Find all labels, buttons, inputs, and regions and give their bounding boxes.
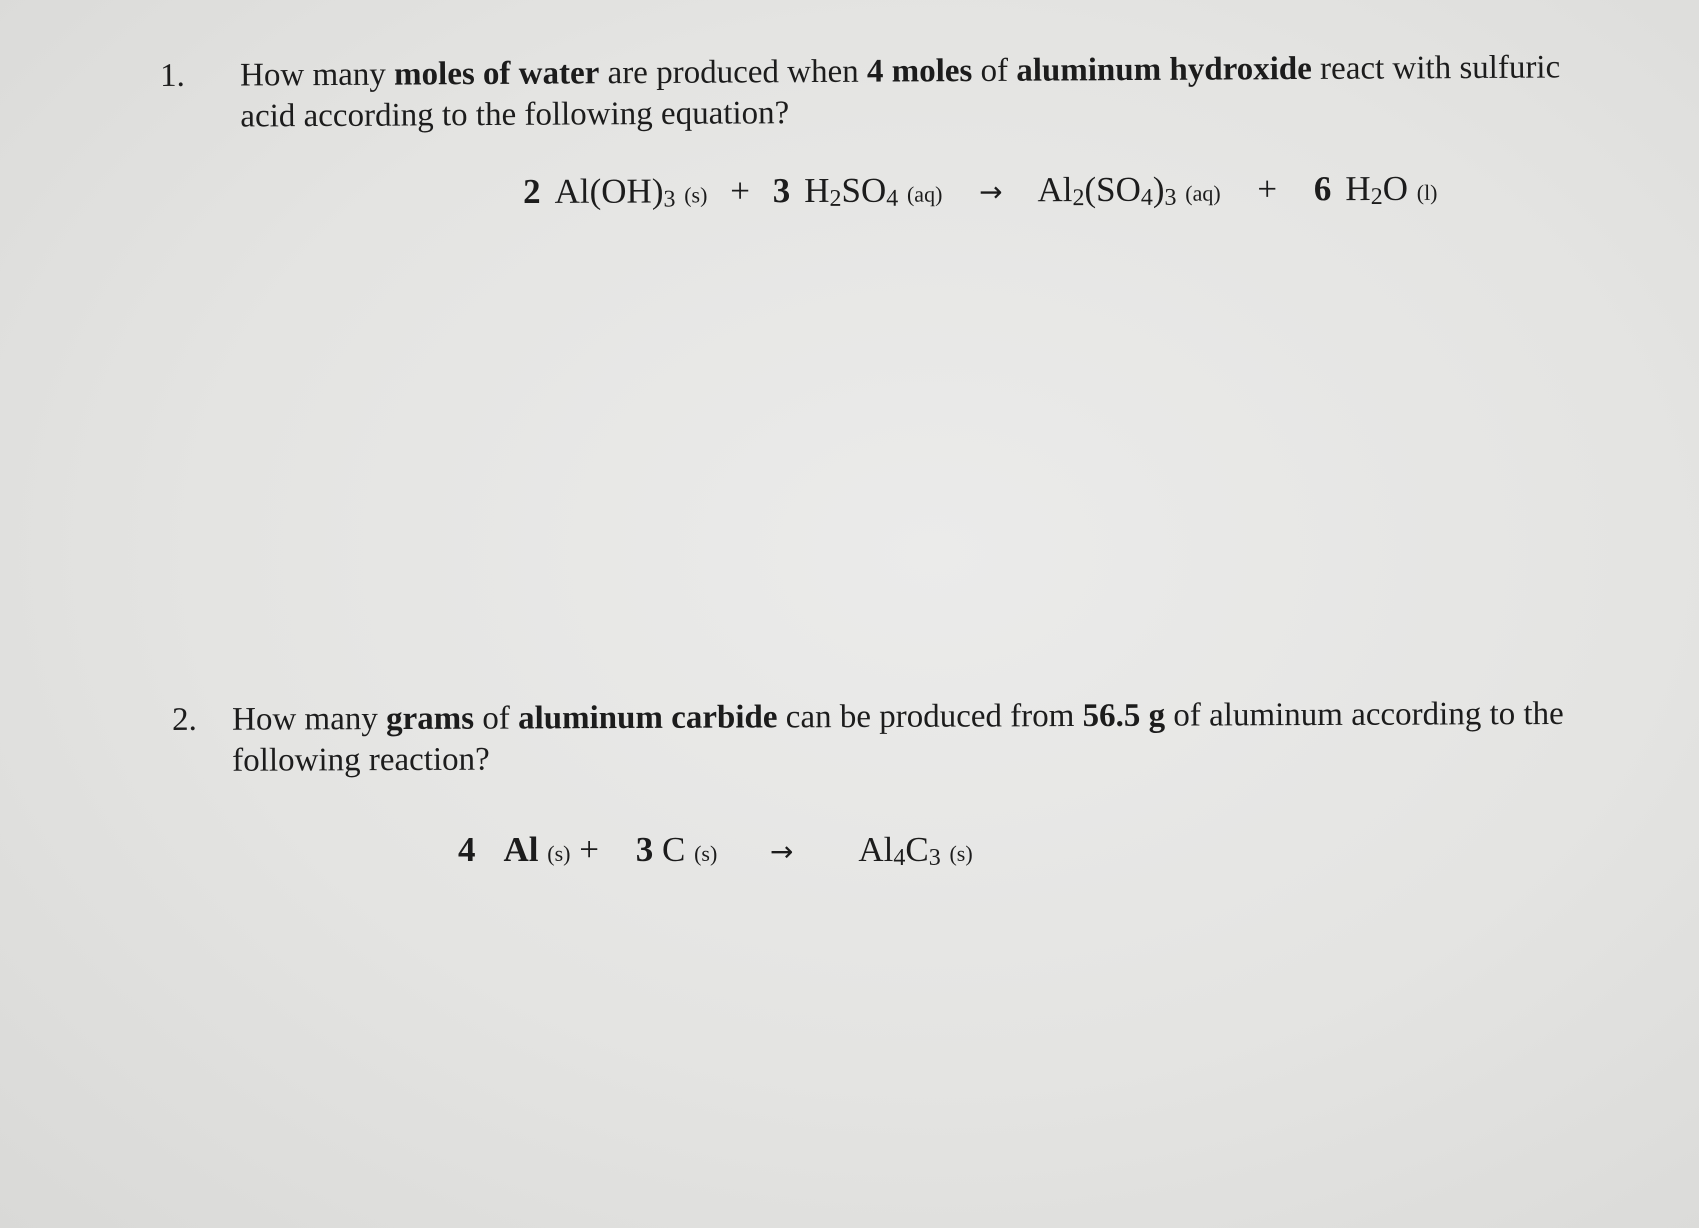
eq1-coefficient: 6	[1313, 169, 1332, 209]
question-1-text-part: of	[972, 52, 1017, 90]
question-1-text-part: moles of water	[393, 55, 600, 93]
equation-1	[523, 169, 1438, 214]
question-1-text-part: react with sulfuric acid according to the following equation?	[240, 49, 1561, 135]
eq2-state-label: (s)	[547, 841, 571, 866]
eq1-state-label: (aq)	[1185, 180, 1221, 206]
eq1-reactant-sulfuric-acid: $H_2SO_4$	[804, 170, 899, 212]
eq2-reactant-aluminum: Al	[503, 830, 539, 869]
eq1-reaction-arrow: →	[979, 175, 1003, 209]
question-2-text-part: 56.5 g	[1082, 697, 1166, 735]
eq2-reaction-arrow: →	[770, 835, 794, 868]
eq1-reactant-aluminum-hydroxide: $Al(OH)_3$	[554, 171, 676, 213]
question-2-text-part: can be produced from	[777, 698, 1083, 736]
eq1-state-label: (s)	[684, 182, 708, 208]
question-1-text-part: How many	[240, 56, 395, 94]
eq1-plus-sign: +	[730, 171, 750, 211]
eq2-coefficient: 4	[458, 830, 476, 869]
eq2-reactant-carbon: C	[661, 830, 686, 869]
eq1-product-water: $H_2O$	[1345, 168, 1409, 211]
eq2-product-aluminum-carbide: $Al_4C_3$	[858, 830, 941, 871]
question-1-number: 1.	[160, 57, 185, 94]
eq2-coefficient: 3	[635, 830, 654, 869]
eq1-state-label: (aq)	[906, 181, 943, 207]
eq1-coefficient: 2	[523, 171, 541, 211]
question-1-text-part: aluminum hydroxide	[1016, 50, 1312, 89]
question-1-text-part: are produced when	[599, 53, 868, 92]
eq1-state-label: (l)	[1416, 179, 1438, 205]
question-2	[172, 694, 1592, 782]
question-1-text	[240, 47, 1580, 137]
question-2-text	[232, 694, 1592, 782]
question-2-text-part: aluminum carbide	[517, 699, 778, 737]
question-2-text-part: of	[473, 700, 519, 737]
eq1-product-aluminum-sulfate: $Al_2(SO_4)_3$	[1037, 169, 1177, 212]
question-2-text-part: grams	[385, 700, 475, 738]
question-2-text-part: How many	[232, 701, 387, 738]
question-2-number: 2.	[172, 701, 197, 738]
eq2-state-label: (s)	[694, 841, 718, 866]
question-1-text-part: 4 moles	[866, 53, 973, 90]
equation-2	[458, 830, 973, 872]
eq2-plus-sign: +	[579, 830, 599, 869]
eq1-plus-sign: +	[1257, 169, 1278, 209]
question-2-text-part: of aluminum according to the following reaction?	[232, 695, 1564, 779]
eq1-coefficient: 3	[772, 171, 791, 211]
question-1	[160, 47, 1580, 138]
eq2-state-label: (s)	[949, 841, 973, 866]
